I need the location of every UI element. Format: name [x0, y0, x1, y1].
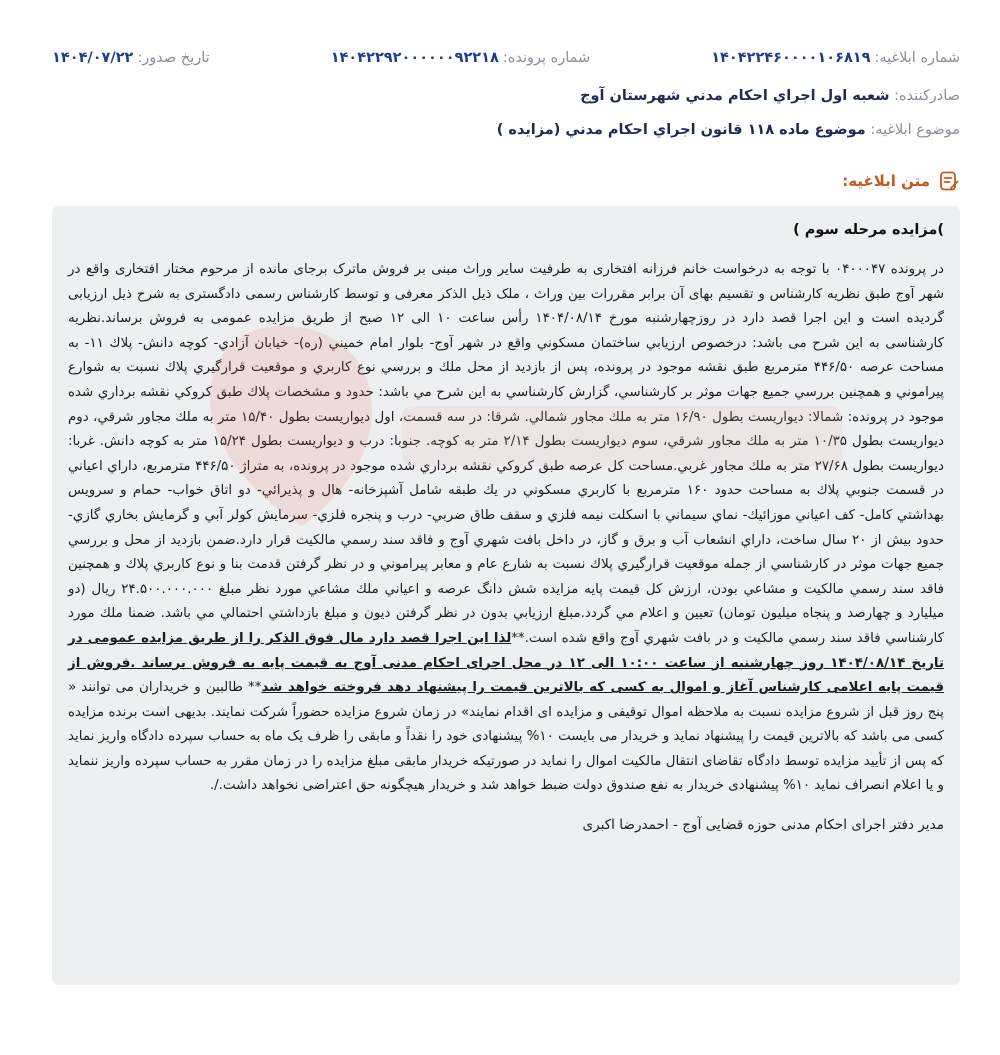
subject-line: [52, 118, 960, 142]
notice-body-part1: در پرونده ۰۴۰۰۰۴۷ با توجه به درخواست خانم فرزانه افتخاری به طرفیت سایر وراث مبنی بر فروش ماترک برجای مانده از مرحوم مختار افتخاری واقع در شهر آوج طبق نظریه کارشناس و تقسیم بهای آن برابر مقررات بین وراث ، ملک ذیل الذکر معرفی و توسط کارشناس رسمی دادگستری به شرح ذیل ارزیابی گردیده است و این اجرا قصد دارد در روزچهارشنبه مورخ ۱۴۰۴/۰۸/۱۴ رأس ساعت ۱۰ الی ۱۲ صبح از طریق مزایده عمومی به فروش برساند.نظریه کارشناسی به این شرح می باشد: درخصوص ارزيابي ساختمان مسكوني واقع در شهر آوج- بلوار امام خميني (ره)- خيابان آزادي- كوچه دانش- پلاك ۱۱- به مساحت عرصه ۴۴۶/۵۰ مترمربع طبق نقشه موجود در پرونده، پس از بازديد از محل ملك و بررسي نوع كاربري و موقعيت قرارگيري پلاك نسبت به شوارع پيراموني و همچنين بررسي جميع جهات موثر بر كارشناسي، گزارش كارشناسي به اين شرح مي باشد: حدود و مشخصات پلاك طبق كروكي نقشه برداري شده موجود در پرونده: شمالا: ديواريست بطول ۱۶/۹۰ متر به ملك مجاور شمالي. شرقا: در سه قسمت، اول ديواريست بطول ۱۵/۴۰ متر به ملك مجاور شرقي، دوم ديواريست بطول ۱۰/۳۵ متر به ملك مجاور شرقي، سوم ديواريست بطول ۲/۱۴ متر به كوچه. جنوبا: درب و ديواريست بطول ۱۵/۲۴ متر به كوچه دانش. غربا: ديواريست بطول ۲۷/۶۸ متر به ملك مجاور غربي.مساحت كل عرصه طبق كروكي نقشه برداري شده موجود در پرونده، به متراژ ۴۴۶/۵۰ مترمربع، داراي اعياني در قسمت جنوبي پلاك به مساحت حدود ۱۶۰ مترمربع با كاربري مسكوني در يك طبقه شامل آشپزخانه- هال و پذيرائي- دو اتاق خواب- حمام و سرويس بهداشتي كامل- كف اعياني موزائيك- نماي سيماني با اسكلت نيمه فلزي و سقف طاق ضربي- درب و پنجره فلزي- سرمايش كولر آبي و گرمايش بخاري گازي- حدود بيش از ۲۰ سال ساخت، داراي انشعاب آب و برق و گاز، در داخل بافت شهري آوج و فاقد سند رسمي مالكيت قرار دارد.ضمن بازديد از محل و بررسي جميع جهات موثر در كارشناسي از جمله موقعيت قرارگيري پلاك نسبت به شارع عام و معابر پيراموني و در نظر گرفتن قدمت بنا و نوع كاربري پلاك و همچنين فاقد سند رسمي مالكيت و مشاعي بودن، ارزش كل قيمت پايه مزايده شش دانگ عرصه و اعياني ملك مشاعي مورد نظر مبلغ ۲۴.۵۰۰.۰۰۰.۰۰۰ ريال (دو ميليارد و چهارصد و پنجاه ميليون تومان) تعيين و اعلام مي گردد.مبلغ ارزيابي بدون در نظر گرفتن ديون و مبلغ بازداشتي احتمالي مي باشد. ضمنا ملك مورد كارشناسي فاقد سند رسمي مالكيت و در بافت شهري آوج واقع شده است.**: [68, 262, 945, 646]
case-number-value: ۱۴۰۴۲۲۹۲۰۰۰۰۰۰۹۲۲۱۸: [330, 50, 499, 66]
notice-title: )مزایده مرحله سوم ): [793, 222, 944, 238]
case-number-label: شماره پرونده:: [502, 50, 591, 66]
notice-body-panel: [52, 206, 960, 985]
issuer-value: شعبه اول اجراي احکام مدني شهرستان آوج: [580, 88, 890, 104]
notice-body: [68, 258, 944, 799]
case-number: [331, 46, 590, 70]
issue-date-label: تاريخ صدور:: [137, 50, 210, 66]
notice-signer: مدیر دفتر اجرای احکام مدنی حوزه قضایی آوج - احمدرضا اکبری: [582, 817, 944, 834]
issuer-line: [52, 84, 960, 108]
notice-text-label: متن ابلاغيه:: [842, 172, 930, 190]
notice-body-emphasis: لذا این اجرا قصد دارد مال فوق الذکر را از طریق مزایده عمومی در تاریخ ۱۴۰۴/۰۸/۱۴ روز چهارشنبه از ساعت ۱۰:۰۰ الی ۱۲ در محل اجرای احکام مدنی آوج به قیمت پایه به فروش برساند .فروش از قیمت پایه اعلامی کارشناس آغاز و اموال به کسی که بالاترین قیمت را پیشنهاد دهد فروخته خواهد شد: [68, 630, 944, 696]
notice-number-value: ۱۴۰۴۲۲۴۶۰۰۰۰۱۰۶۸۱۹: [711, 50, 871, 66]
subject-label: موضوع ابلاغيه:: [870, 122, 960, 138]
notice-number-label: شماره ابلاغيه:: [874, 50, 960, 66]
notice-number: [711, 46, 960, 70]
notice-body-part2: ** طالبین و خریداران می توانند « پنج روز قبل از شروع مزایده نسبت به ملاحظه اموال توقیفی و مزایده ای اقدام نمایند» در زمان شروع مزایده حضوراً شرکت نمایند. بدیهی است برنده مزایده کسی می باشد که بالاترین قیمت را پیشنهاد نماید و خریدار می بایست ۱۰% پیشنهادی خود را نقداً و مابقی را ظرف یک ماه به حساب سپرده دادگاه واریز نماید که پس از تأیید مزایده توسط دادگاه تقاضای انتقال مالکیت اموال را نماید در صورتیکه خریدار مابقی مبلغ مزایده را در زمان مقرر به حساب سپرده واریز ننماید و یا اعلام انصراف نماید ۱۰% پیشنهادی خریدار به نفع صندوق دولت ضبط خواهد شد و خریدار هیچگونه حق اعتراضی نخواهد داشت./.: [68, 680, 944, 794]
issuer-label: صادرکننده:: [894, 88, 960, 104]
issue-date: [52, 46, 210, 70]
notice-meta-row: [52, 46, 960, 70]
subject-value: موضوع ماده ۱۱۸ قانون اجراي احکام مدني (مزايده ): [496, 122, 866, 138]
document-text-icon: [938, 170, 960, 192]
notice-text-heading: [842, 170, 960, 192]
issue-date-value: ۱۴۰۴/۰۷/۲۲: [52, 50, 134, 66]
